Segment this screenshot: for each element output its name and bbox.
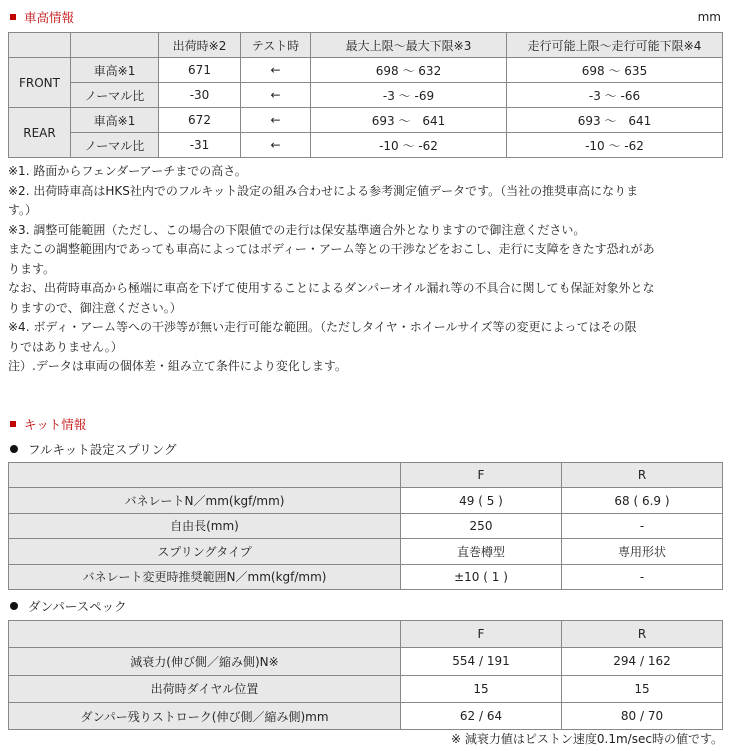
- table-cell: 68 ( 6.9 ): [562, 488, 723, 513]
- header-cell: F: [401, 463, 562, 488]
- header-cell: [71, 33, 159, 58]
- row-label: 出荷時ダイヤル位置: [9, 675, 401, 702]
- damper-footnote: ※ 減衰力値はピストン速度0.1m/sec時の値です。: [451, 732, 723, 746]
- table-cell: 49 ( 5 ): [401, 488, 562, 513]
- note-line: ※2. 出荷時車高はHKS社内でのフルキット設定の組み合わせによる参考測定値データです。（当社の推奨車高になりま: [8, 183, 639, 198]
- section-heading-vehicle-height: [10, 8, 74, 26]
- group-label-front: FRONT: [9, 58, 71, 108]
- table-cell: ←: [241, 83, 311, 108]
- row-label: 車高※1: [71, 108, 159, 133]
- row-label: スプリングタイプ: [9, 539, 401, 564]
- table-row: [9, 133, 723, 158]
- row-label: ノーマル比: [71, 133, 159, 158]
- table-cell: 15: [401, 675, 562, 702]
- table-row: [9, 83, 723, 108]
- table-cell: -3 ～ -69: [311, 83, 507, 108]
- table-cell: ←: [241, 133, 311, 158]
- table-cell: 698 ～ 632: [311, 58, 507, 83]
- table-cell: -: [562, 513, 723, 538]
- table-cell: 294 / 162: [562, 648, 723, 675]
- header-cell: テスト時: [241, 33, 311, 58]
- table-row: [9, 675, 723, 702]
- table-cell: -31: [159, 133, 241, 158]
- table-row: [9, 488, 723, 513]
- header-cell: R: [562, 621, 723, 648]
- table-row: [9, 702, 723, 729]
- table-cell: 62 / 64: [401, 702, 562, 729]
- row-label: ダンパー残りストローク(伸び側／縮み側)mm: [9, 702, 401, 729]
- section-heading-kit-info: [10, 415, 86, 433]
- note-line: ※1. 路面からフェンダーアーチまでの高さ。: [8, 164, 247, 178]
- table-cell: 250: [401, 513, 562, 538]
- table-cell: -30: [159, 83, 241, 108]
- table-header-row: [9, 621, 723, 648]
- note-line: りではありません。）: [8, 339, 123, 354]
- row-label: 減衰力(伸び側／縮み側)N※: [9, 648, 401, 675]
- row-label: バネレートN／mm(kgf/mm): [9, 488, 401, 513]
- table-cell: 698 ～ 635: [507, 58, 723, 83]
- table-row: [9, 108, 723, 133]
- note-line: 注）.データは車両の個体差・組み立て条件により変化します。: [8, 359, 347, 373]
- bullet-icon: [10, 445, 18, 453]
- unit-label: mm: [697, 10, 721, 24]
- table-cell: 80 / 70: [562, 702, 723, 729]
- notes-block: [8, 162, 724, 377]
- table-cell: 直巻樽型: [401, 539, 562, 564]
- damper-heading: [10, 596, 127, 616]
- row-label: 自由長(mm): [9, 513, 401, 538]
- bullet-icon: [10, 602, 18, 610]
- table-cell: -10 ～ -62: [311, 133, 507, 158]
- table-cell: -10 ～ -62: [507, 133, 723, 158]
- header-cell: 最大上限～最大下限※3: [311, 33, 507, 58]
- table-cell: 15: [562, 675, 723, 702]
- header-cell: 走行可能上限～走行可能下限※4: [507, 33, 723, 58]
- header-cell: [9, 621, 401, 648]
- header-cell: [9, 463, 401, 488]
- note-line: ※4. ボディ・アーム等への干渉等が無い走行可能な範囲。（ただしタイヤ・ホイールサイズ等の変更によってはその限: [8, 320, 637, 334]
- table-cell: 専用形状: [562, 539, 723, 564]
- table-cell: -: [562, 564, 723, 589]
- header-cell: R: [562, 463, 723, 488]
- table-cell: -3 ～ -66: [507, 83, 723, 108]
- table-cell: ←: [241, 108, 311, 133]
- note-line: なお、出荷時車高から極端に車高を下げて使用することによるダンパーオイル漏れ等の不具合に関しても保証対象外とな: [8, 281, 655, 295]
- section-title: 車高情報: [24, 10, 75, 25]
- damper-heading-label: ダンパースペック: [28, 599, 127, 614]
- spring-heading: [10, 439, 177, 459]
- row-label: 車高※1: [71, 58, 159, 83]
- note-line: りますので、御注意ください。）: [8, 300, 182, 315]
- red-square-icon: [10, 421, 16, 427]
- note-line: ります。: [8, 261, 56, 276]
- table-header-row: [9, 33, 723, 58]
- table-cell: 693 ～ 641: [507, 108, 723, 133]
- section-title: キット情報: [24, 417, 87, 432]
- table-row: [9, 539, 723, 564]
- table-cell: 554 / 191: [401, 648, 562, 675]
- table-cell: 672: [159, 108, 241, 133]
- table-row: [9, 513, 723, 538]
- vehicle-height-table: [8, 32, 723, 158]
- row-label: ノーマル比: [71, 83, 159, 108]
- table-cell: ←: [241, 58, 311, 83]
- red-square-icon: [10, 14, 16, 20]
- table-cell: ±10 ( 1 ): [401, 564, 562, 589]
- table-row: [9, 564, 723, 589]
- note-line: す。）: [8, 203, 38, 217]
- row-label: バネレート変更時推奨範囲N／mm(kgf/mm): [9, 564, 401, 589]
- spring-table: [8, 462, 723, 590]
- group-label-rear: REAR: [9, 108, 71, 158]
- header-cell: F: [401, 621, 562, 648]
- table-cell: 693 ～ 641: [311, 108, 507, 133]
- table-header-row: [9, 463, 723, 488]
- table-row: [9, 58, 723, 83]
- header-cell: 出荷時※2: [159, 33, 241, 58]
- spring-heading-label: フルキット設定スプリング: [28, 442, 177, 457]
- table-row: [9, 648, 723, 675]
- table-cell: 671: [159, 58, 241, 83]
- header-cell: [9, 33, 71, 58]
- damper-table: [8, 620, 723, 730]
- note-line: またこの調整範囲内であっても車高によってはボディー・アーム等との干渉などをおこし、走行に支障をきたす恐れがあ: [8, 242, 655, 256]
- note-line: ※3. 調整可能範囲（ただし、この場合の下限値での走行は保安基準適合外となりますので御注意ください。: [8, 222, 586, 237]
